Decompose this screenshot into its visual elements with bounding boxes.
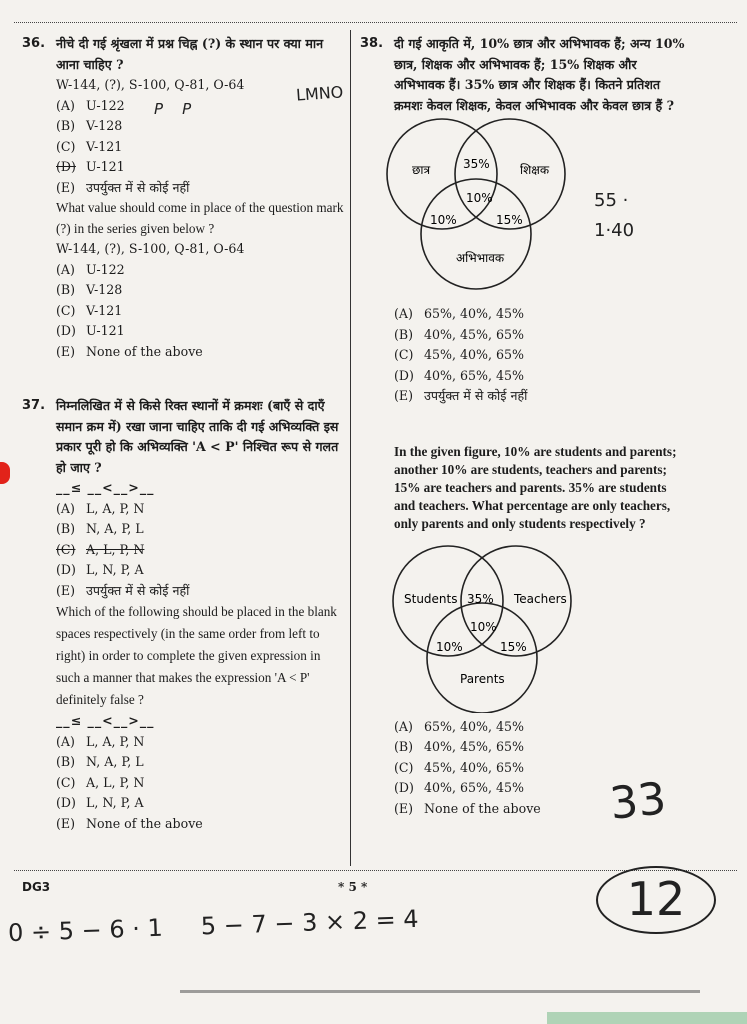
teachers-parents-value: 15% <box>496 213 523 227</box>
teachers-parents-value: 15% <box>500 639 527 654</box>
venn-diagram-english <box>360 543 690 713</box>
students-parents-value: 10% <box>436 639 463 654</box>
question-number: 38. <box>360 36 384 51</box>
option-b[interactable]: (B) N, A, P, L <box>56 754 144 769</box>
question-stem-english: What value should come in place of the question mark (?) in the series given below ? <box>56 200 344 236</box>
option-a[interactable]: (A) 65%, 40%, 45% <box>394 718 524 734</box>
option-e[interactable]: (E) उपर्युक्त में से कोई नहीं <box>394 388 528 403</box>
students-label: छात्र <box>412 163 431 177</box>
scan-edge-line <box>180 990 700 993</box>
option-b[interactable]: (B) 40%, 45%, 65% <box>394 326 524 342</box>
option-d[interactable]: (D) L, N, P, A <box>56 562 144 577</box>
handwritten-score: 33 <box>607 773 669 830</box>
students-parents-value: 10% <box>430 213 457 227</box>
expression: __≤ __<__>__ <box>56 480 155 495</box>
option-e[interactable]: (E) None of the above <box>56 343 203 359</box>
question-stem-hindi: दी गई आकृति में, 10% छात्र और अभिभावक हैं; अन्य 10% छात्र, शिक्षक और अभिभावक हैं; 15% शिक्षक और अभिभावक हैं। 35% छात्र और शिक्षक हैं। कितने प्रतिशत क्रमशः केवल शिक्षक, केवल अभिभावक और केवल छात्र हैं ? <box>394 36 685 113</box>
option-b[interactable]: (B) 40%, 45%, 65% <box>394 739 524 754</box>
teachers-label: शिक्षक <box>520 163 550 177</box>
option-a[interactable]: (A) L, A, P, N <box>56 733 145 749</box>
handwritten-side-calc: 55 · 1·40 <box>594 190 635 241</box>
column-divider <box>350 30 351 866</box>
option-a[interactable]: (A) U-122 <box>56 261 125 277</box>
option-d[interactable]: (D) 40%, 65%, 45% <box>394 780 524 795</box>
question-stem-english: In the given figure, 10% are students and parents; another 10% are students, teachers and parents; 15% are teachers and parents. 35% are students and teachers. What percentage are only teachers, only parents and only students respectively ? <box>394 443 677 531</box>
option-c[interactable]: (C) V-121 <box>56 138 123 154</box>
option-a[interactable]: (A) L, A, P, N <box>56 500 145 516</box>
option-b[interactable]: (B) N, A, P, L <box>56 521 144 536</box>
parents-label: अभिभावक <box>456 251 505 265</box>
option-b[interactable]: (B) V-128 <box>56 282 123 297</box>
left-column <box>22 34 346 834</box>
option-a[interactable]: (A) U-122 <box>56 97 125 113</box>
question-number: 36. <box>22 36 46 51</box>
question-36 <box>22 34 346 362</box>
option-e[interactable]: (E) None of the above <box>394 800 541 816</box>
red-margin-mark <box>0 462 10 484</box>
handwritten-bottom-calc: 0 ÷ 5 − 6 · 1 5 − 7 − 3 × 2 = 4 <box>7 904 420 948</box>
expression-english: __≤ __<__>__ <box>56 713 155 728</box>
options-english <box>22 732 346 835</box>
options-hindi <box>22 499 346 602</box>
option-d[interactable]: (D) 40%, 65%, 45% <box>394 367 524 383</box>
all-three-value: 10% <box>466 191 493 205</box>
option-e[interactable]: (E) उपर्युक्त में से कोई नहीं <box>56 582 190 598</box>
page-number: * 5 * <box>338 880 368 894</box>
students-label: Students <box>404 591 458 606</box>
option-a[interactable]: (A) 65%, 40%, 45% <box>394 306 524 321</box>
options-hindi <box>360 304 690 407</box>
question-stem-hindi: निम्नलिखित में से किसे रिक्त स्थानों में क्रमशः (बाएँ से दाएँ समान क्रम में) रखा जाना चाहिए ताकि दी गई अभिव्यक्ति इस प्रकार पूरी हो कि अभिव्यक्ति 'A < P' निश्चित रूप से गलत हो जाए ? <box>56 398 339 475</box>
right-column <box>360 34 690 819</box>
series-english: W-144, (?), S-100, Q-81, O-64 <box>56 241 245 256</box>
students-teachers-value: 35% <box>463 157 490 171</box>
option-c[interactable]: (C) 45%, 40%, 65% <box>394 759 524 775</box>
question-37 <box>22 396 346 834</box>
all-three-value: 10% <box>470 619 497 634</box>
teachers-label: Teachers <box>514 591 567 606</box>
handwritten-circled-number: 12 <box>596 866 716 934</box>
scanner-watermark <box>547 1012 747 1024</box>
option-d[interactable]: (D) L, N, P, A <box>56 795 144 810</box>
parents-label: Parents <box>460 671 505 686</box>
option-c[interactable]: (C) A, L, P, N <box>56 541 145 557</box>
top-rule <box>14 22 737 23</box>
option-e[interactable]: (E) उपर्युक्त में से कोई नहीं <box>56 179 190 195</box>
question-38 <box>360 34 690 819</box>
students-teachers-value: 35% <box>467 591 494 606</box>
question-number: 37. <box>22 398 46 413</box>
options-english <box>22 260 346 363</box>
option-e[interactable]: (E) None of the above <box>56 815 203 831</box>
option-c[interactable]: (C) V-121 <box>56 302 123 318</box>
option-c[interactable]: (C) A, L, P, N <box>56 774 145 790</box>
question-stem-english: Which of the following should be placed in the blank spaces respectively (in the same order from left to right) in order to complete the given expression in such a manner that makes the expression 'A < P' definitely false ? <box>56 604 337 707</box>
option-b[interactable]: (B) V-128 <box>56 118 123 133</box>
booklet-code: DG3 <box>22 880 51 894</box>
option-d[interactable]: (D) U-121 <box>56 159 125 174</box>
handwritten-lmno: LMNO <box>295 82 344 105</box>
series-hindi: W-144, (?), S-100, Q-81, O-64 <box>56 77 245 92</box>
option-d[interactable]: (D) U-121 <box>56 323 125 338</box>
question-stem-hindi: नीचे दी गई श्रृंखला में प्रश्न चिह्न (?) के स्थान पर क्या मान आना चाहिए ? <box>56 36 324 72</box>
handwritten-p-marks: P P <box>154 100 192 118</box>
option-c[interactable]: (C) 45%, 40%, 65% <box>394 347 524 362</box>
